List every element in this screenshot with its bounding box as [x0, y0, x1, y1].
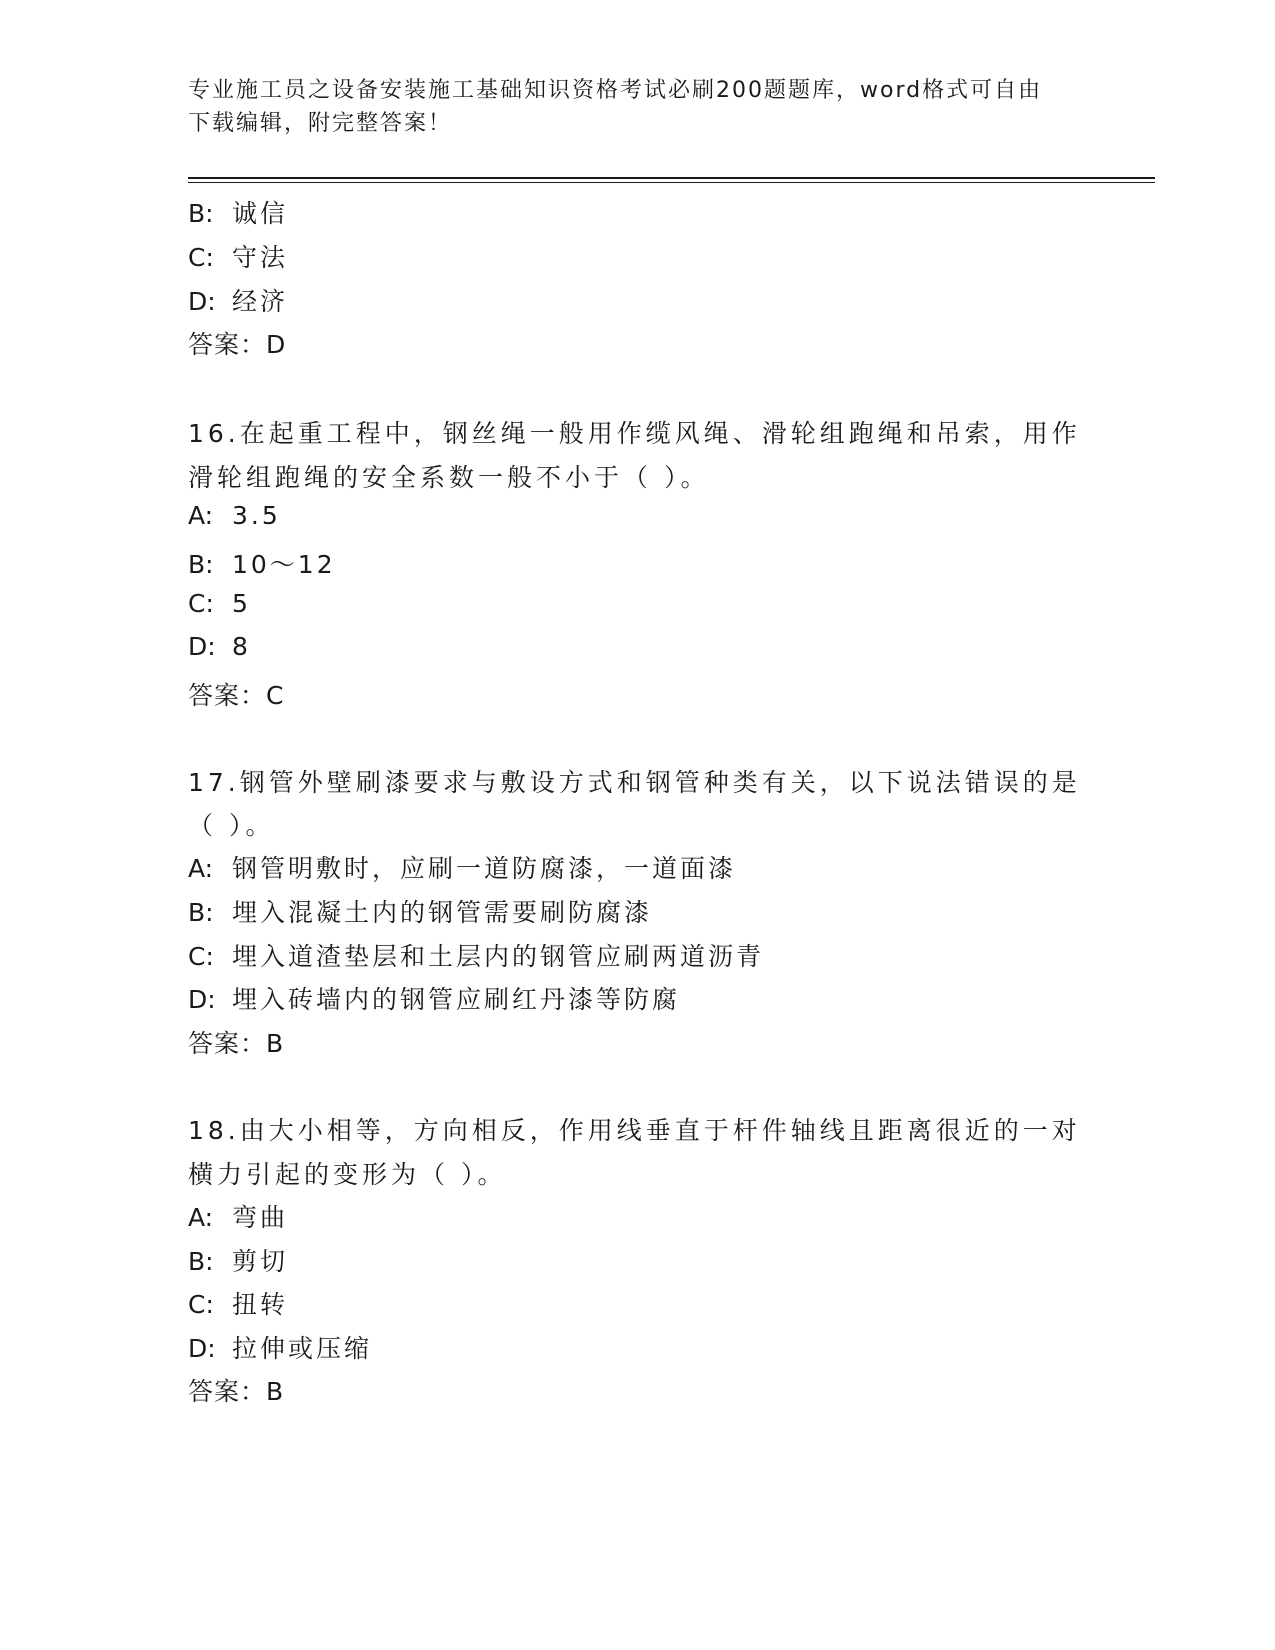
q15-option-b [188, 194, 288, 230]
option-text: 埋入混凝土内的钢管需要刷防腐漆 [232, 898, 653, 927]
q18-option-a [188, 1198, 288, 1234]
option-label: C: [188, 243, 214, 272]
q16-option-b [188, 545, 336, 581]
header-line-1: 专业施工员之设备安装施工基础知识资格考试必刷200题题库，word格式可自由 [188, 78, 1043, 103]
option-label: A: [188, 501, 214, 530]
option-text: 拉伸或压缩 [232, 1334, 373, 1363]
q16-option-c [188, 589, 251, 618]
option-label: A: [188, 1203, 214, 1232]
option-text: 剪切 [232, 1247, 289, 1276]
option-text: 10～12 [232, 550, 336, 579]
option-label: B: [188, 550, 214, 579]
option-label: D: [188, 632, 216, 661]
q16-answer: 答案：C [188, 681, 285, 710]
q17-option-c [188, 937, 764, 973]
q17-option-d [188, 980, 680, 1016]
q17-option-b [188, 893, 652, 929]
q17-stem-line-1: 17.钢管外壁刷漆要求与敷设方式和钢管种类有关，以下说法错误的是 [188, 768, 1081, 797]
q15-answer: 答案：D [188, 330, 287, 359]
option-label: D: [188, 287, 216, 316]
option-text: 5 [232, 589, 251, 618]
q15-option-c [188, 238, 288, 274]
option-text: 钢管明敷时，应刷一道防腐漆，一道面漆 [232, 854, 737, 883]
q18-option-c [188, 1285, 288, 1321]
document-header [188, 74, 1088, 140]
option-label: C: [188, 942, 214, 971]
q18-stem-line-2: 横力引起的变形为（ ）。 [188, 1160, 507, 1189]
option-text: 诚信 [232, 199, 289, 228]
option-label: D: [188, 985, 216, 1014]
q18-answer: 答案：B [188, 1377, 285, 1406]
q16-stem-line-2: 滑轮组跑绳的安全系数一般不小于（ ）。 [188, 463, 710, 492]
q15-option-d [188, 282, 288, 318]
option-text: 弯曲 [232, 1203, 289, 1232]
option-label: D: [188, 1334, 216, 1363]
option-label: C: [188, 589, 214, 618]
q17-stem-line-2: （ ）。 [188, 811, 275, 840]
header-divider-thin [188, 182, 1155, 183]
option-text: 8 [232, 632, 251, 661]
header-divider [188, 177, 1155, 179]
header-line-2: 下载编辑，附完整答案！ [188, 111, 453, 136]
option-text: 埋入砖墙内的钢管应刷红丹漆等防腐 [232, 985, 681, 1014]
q18-stem-line-1: 18.由大小相等，方向相反，作用线垂直于杆件轴线且距离很近的一对 [188, 1116, 1081, 1145]
option-label: B: [188, 199, 214, 228]
q16-option-d [188, 632, 251, 661]
option-label: C: [188, 1290, 214, 1319]
q17-answer: 答案：B [188, 1029, 285, 1058]
option-text: 守法 [232, 243, 289, 272]
q18-option-b [188, 1242, 288, 1278]
option-text: 3.5 [232, 501, 281, 530]
q17-option-a [188, 849, 736, 885]
option-label: A: [188, 854, 214, 883]
q18-option-d [188, 1329, 372, 1365]
option-text: 扭转 [232, 1290, 289, 1319]
q16-stem-line-1: 16.在起重工程中，钢丝绳一般用作缆风绳、滑轮组跑绳和吊索，用作 [188, 419, 1081, 448]
option-label: B: [188, 898, 214, 927]
option-text: 经济 [232, 287, 289, 316]
q16-option-a [188, 501, 281, 530]
option-text: 埋入道渣垫层和土层内的钢管应刷两道沥青 [232, 942, 765, 971]
option-label: B: [188, 1247, 214, 1276]
